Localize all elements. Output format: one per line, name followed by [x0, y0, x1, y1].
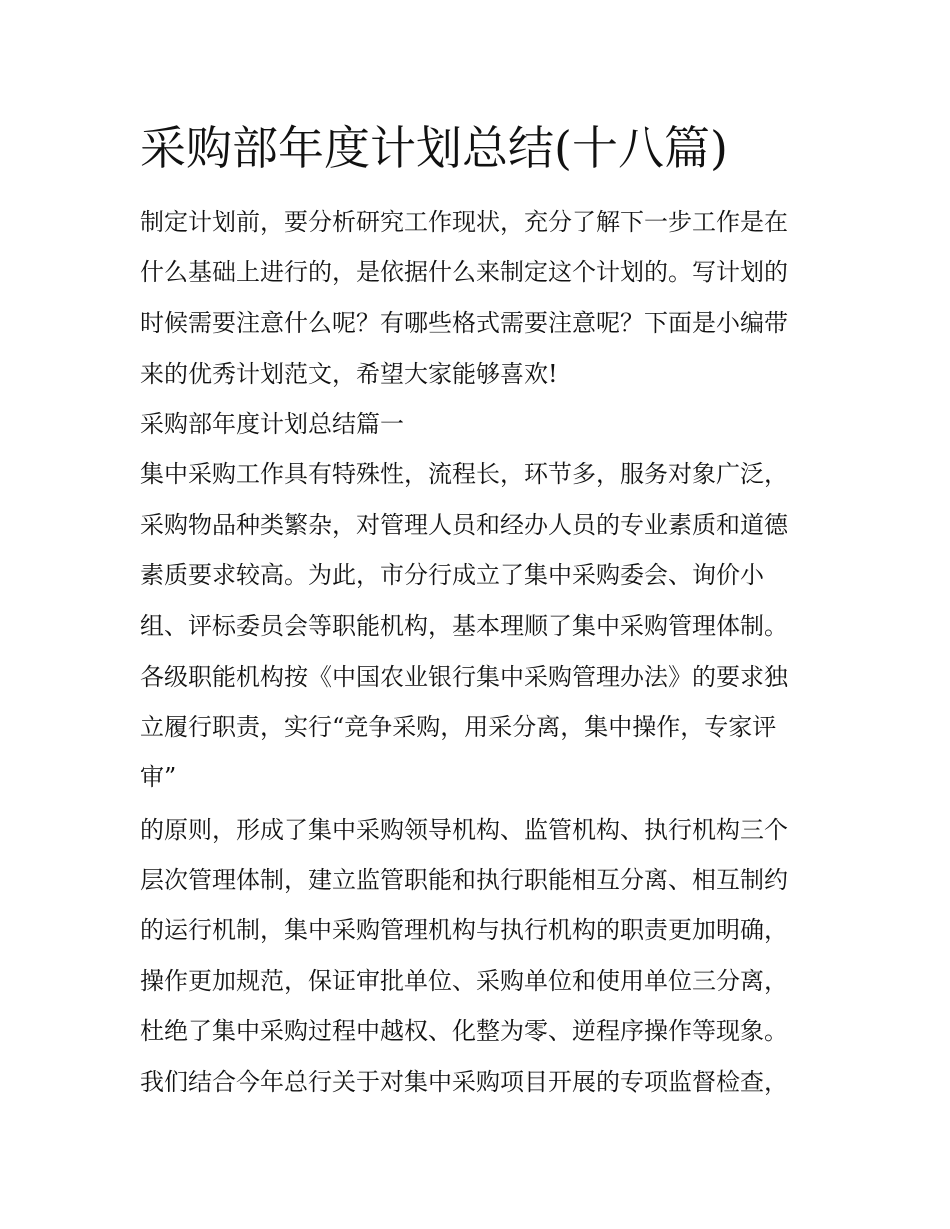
- body-line: 来的优秀计划范文，希望大家能够喜欢!: [140, 360, 558, 388]
- body-line: 素质要求较高。为此，市分行成立了集中采购委会、询价小: [140, 561, 764, 589]
- body-line: 什么基础上进行的，是依据什么来制定这个计划的。写计划的: [140, 258, 788, 286]
- body-line: 的运行机制，集中采购管理机构与执行机构的职责更加明确，: [140, 916, 788, 944]
- document-title: 采购部年度计划总结(十八篇): [140, 121, 728, 175]
- body-line: 组、评标委员会等职能机构，基本理顺了集中采购管理体制。: [140, 612, 788, 640]
- body-line: 层次管理体制，建立监管职能和执行职能相互分离、相互制约: [140, 866, 788, 894]
- body-line: 集中采购工作具有特殊性，流程长，环节多，服务对象广泛，: [140, 460, 788, 488]
- body-line: 操作更加规范，保证审批单位、采购单位和使用单位三分离，: [140, 967, 788, 995]
- body-line: 各级职能机构按《中国农业银行集中采购管理办法》的要求独: [140, 663, 788, 691]
- body-line: 我们结合今年总行关于对集中采购项目开展的专项监督检查，: [140, 1068, 788, 1096]
- body-line: 审”: [140, 763, 177, 791]
- section-heading: 采购部年度计划总结篇一: [140, 410, 404, 438]
- body-line: 制定计划前，要分析研究工作现状，充分了解下一步工作是在: [140, 208, 788, 236]
- body-line: 的原则，形成了集中采购领导机构、监管机构、执行机构三个: [140, 816, 788, 844]
- body-line: 杜绝了集中采购过程中越权、化整为零、逆程序操作等现象。: [140, 1017, 788, 1045]
- body-line: 采购物品种类繁杂，对管理人员和经办人员的专业素质和道德: [140, 511, 788, 539]
- body-line: 时候需要注意什么呢？有哪些格式需要注意呢？下面是小编带: [140, 309, 788, 337]
- body-line: 立履行职责，实行“竞争采购，用采分离，集中操作，专家评: [140, 713, 777, 741]
